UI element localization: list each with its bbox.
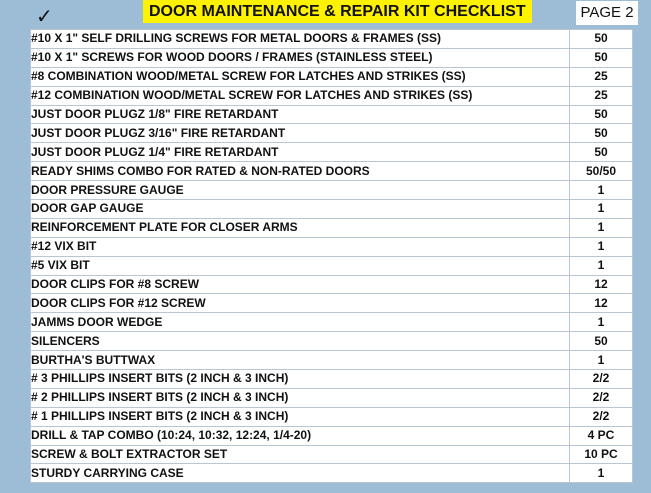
item-quantity: 2/2 (570, 388, 633, 407)
item-name: #10 X 1" SCREWS FOR WOOD DOORS / FRAMES (STAINLESS STEEL) (31, 48, 570, 67)
table-row (31, 218, 633, 237)
table-row (31, 351, 633, 370)
item-quantity: 50/50 (570, 162, 633, 181)
table-row (31, 162, 633, 181)
page-title: DOOR MAINTENANCE & REPAIR KIT CHECKLIST (143, 0, 532, 23)
checklist-table (30, 29, 633, 483)
item-quantity: 50 (570, 124, 633, 143)
item-name: # 2 PHILLIPS INSERT BITS (2 INCH & 3 INCH) (31, 388, 570, 407)
item-name: JUST DOOR PLUGZ 3/16" FIRE RETARDANT (31, 124, 570, 143)
table-row (31, 464, 633, 483)
table-row (31, 426, 633, 445)
table-row (31, 332, 633, 351)
item-quantity: 1 (570, 237, 633, 256)
item-quantity: 2/2 (570, 407, 633, 426)
table-row (31, 86, 633, 105)
item-name: REINFORCEMENT PLATE FOR CLOSER ARMS (31, 218, 570, 237)
table-row (31, 105, 633, 124)
item-name: SCREW & BOLT EXTRACTOR SET (31, 445, 570, 464)
item-quantity: 1 (570, 464, 633, 483)
table-row (31, 181, 633, 200)
item-quantity: 50 (570, 105, 633, 124)
item-name: SILENCERS (31, 332, 570, 351)
item-name: DOOR CLIPS FOR #8 SCREW (31, 275, 570, 294)
table-row (31, 143, 633, 162)
item-name: #12 COMBINATION WOOD/METAL SCREW FOR LATCHES AND STRIKES (SS) (31, 86, 570, 105)
item-quantity: 1 (570, 313, 633, 332)
checkmark-icon: ✓ (36, 4, 53, 28)
item-name: DOOR CLIPS FOR #12 SCREW (31, 294, 570, 313)
item-name: #5 VIX BIT (31, 256, 570, 275)
table-row (31, 237, 633, 256)
item-name: #12 VIX BIT (31, 237, 570, 256)
item-name: # 1 PHILLIPS INSERT BITS (2 INCH & 3 INCH) (31, 407, 570, 426)
item-name: JUST DOOR PLUGZ 1/8" FIRE RETARDANT (31, 105, 570, 124)
table-row (31, 275, 633, 294)
item-quantity: 50 (570, 30, 633, 49)
item-name: DOOR PRESSURE GAUGE (31, 181, 570, 200)
item-quantity: 12 (570, 275, 633, 294)
table-row (31, 256, 633, 275)
table-row (31, 294, 633, 313)
item-quantity: 1 (570, 256, 633, 275)
item-quantity: 2/2 (570, 370, 633, 389)
item-quantity: 1 (570, 218, 633, 237)
item-quantity: 25 (570, 86, 633, 105)
item-name: JAMMS DOOR WEDGE (31, 313, 570, 332)
table-row (31, 407, 633, 426)
item-quantity: 12 (570, 294, 633, 313)
item-quantity: 1 (570, 200, 633, 219)
item-name: # 3 PHILLIPS INSERT BITS (2 INCH & 3 INCH) (31, 370, 570, 389)
table-row (31, 445, 633, 464)
item-name: READY SHIMS COMBO FOR RATED & NON-RATED DOORS (31, 162, 570, 181)
table-row (31, 388, 633, 407)
item-quantity: 25 (570, 67, 633, 86)
page-number: PAGE 2 (576, 1, 638, 25)
item-quantity: 10 PC (570, 445, 633, 464)
item-name: BURTHA'S BUTTWAX (31, 351, 570, 370)
table-row (31, 30, 633, 49)
item-name: DOOR GAP GAUGE (31, 200, 570, 219)
table-row (31, 67, 633, 86)
item-quantity: 50 (570, 48, 633, 67)
item-quantity: 1 (570, 181, 633, 200)
table-row (31, 313, 633, 332)
item-quantity: 50 (570, 332, 633, 351)
item-quantity: 1 (570, 351, 633, 370)
item-name: JUST DOOR PLUGZ 1/4" FIRE RETARDANT (31, 143, 570, 162)
table-row (31, 48, 633, 67)
table-row (31, 200, 633, 219)
item-name: STURDY CARRYING CASE (31, 464, 570, 483)
item-name: #8 COMBINATION WOOD/METAL SCREW FOR LATCHES AND STRIKES (SS) (31, 67, 570, 86)
item-quantity: 4 PC (570, 426, 633, 445)
item-name: #10 X 1" SELF DRILLING SCREWS FOR METAL DOORS & FRAMES (SS) (31, 30, 570, 49)
item-name: DRILL & TAP COMBO (10:24, 10:32, 12:24, 1/4-20) (31, 426, 570, 445)
item-quantity: 50 (570, 143, 633, 162)
table-row (31, 370, 633, 389)
table-row (31, 124, 633, 143)
